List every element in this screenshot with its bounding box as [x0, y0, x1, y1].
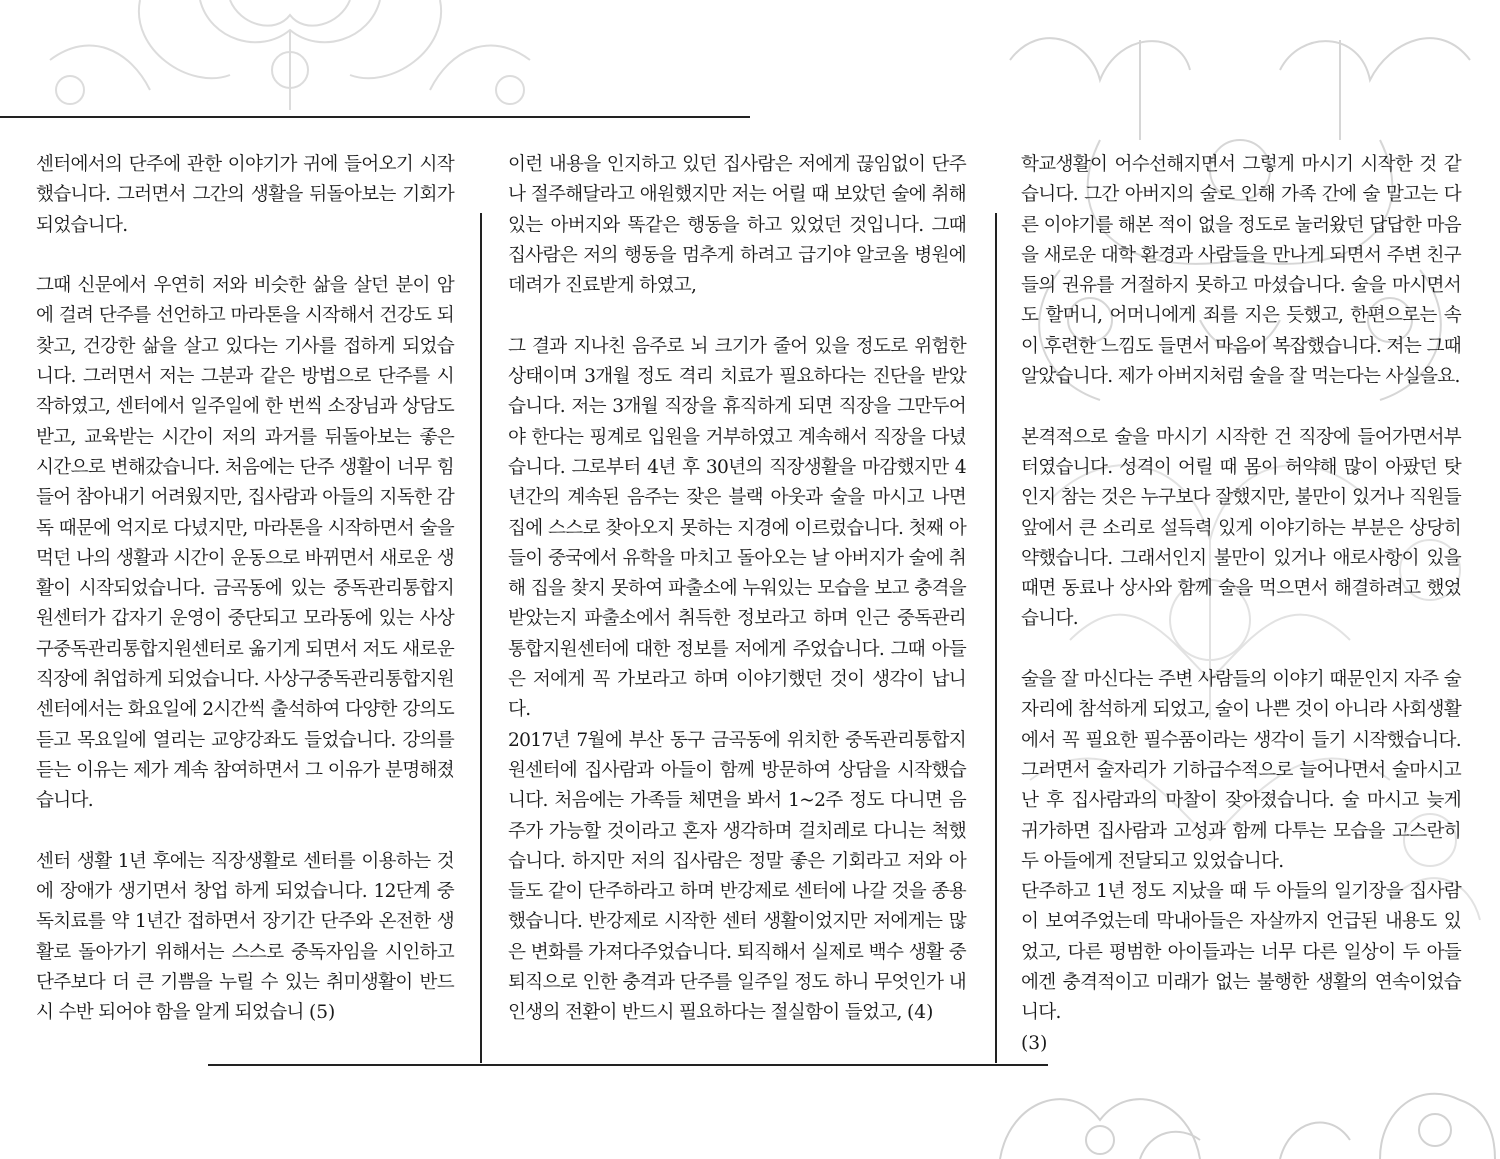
column-divider-2 — [995, 213, 997, 1063]
paragraph-text: 2017년 7월에 부산 동구 금곡동에 위치한 중독관리통합지원센터에 집사람과 아들이 함께 방문하여 상담을 시작했습니다. 처음에는 가족들 체면을 봐서 1~2주 정도 다니면 음주가 가능할 것이라고 혼자 생각하며 걸치레로 다니는 척했습니다. 하지만 저의 집사람은 정말 좋은 기회라고 저와 아들도 같이 단주하라고 하며 반강제로 센터에 나갈 것을 종용했습니다. 반강제로 시작한 센터 생활이었지만 저에게는 많은 변화를 가져다주었습니다. 퇴직해서 실제로 백수 생활 중 퇴직으로 인한 충격과 단주를 일주일 정도 하니 무엇인가 내 인생의 전환이 반드시 필요하다는 절실함이 들었고, — [508, 729, 966, 1024]
paragraph: 본격적으로 술을 마시기 시작한 건 직장에 들어가면서부터였습니다. 성격이 어릴 때 몸이 허약해 많이 아팠던 탓인지 참는 것은 누구보다 잘했지만, 불만이 있거나 직원들 앞에서 큰 소리로 설득력 있게 이야기하는 부분은 상당히 약했습니다. 그래서인지 불만이 있거나 애로사항이 있을 때면 동료나 상사와 함께 술을 먹으면서 해결하려고 했었습니다. — [1021, 426, 1461, 630]
column-page-5 — [36, 150, 454, 1029]
paragraph: 센터에서의 단주에 관한 이야기가 귀에 들어오기 시작했습니다. 그러면서 그간의 생활을 뒤돌아보는 기회가 되었습니다. — [36, 154, 454, 236]
paragraph — [508, 726, 966, 1029]
column-divider-1 — [480, 213, 482, 1063]
page-number: (3) — [1021, 1032, 1048, 1054]
column-page-4 — [508, 150, 966, 1029]
paragraph: 그때 신문에서 우연히 저와 비슷한 삶을 살던 분이 암에 걸려 단주를 선언하고 마라톤을 시작해서 건강도 되찾고, 건강한 삶을 살고 있다는 기사를 접하게 되었습니다. 그러면서 저는 그분과 같은 방법으로 단주를 시작하였고, 센터에서 일주일에 한 번씩 소장님과 상담도 받고, 교육받는 시간이 저의 과거를 뒤돌아보는 좋은 시간으로 변해갔습니다. 처음에는 단주 생활이 너무 힘들어 참아내기 어려웠지만, 집사람과 아들의 지독한 감독 때문에 억지로 다녔지만, 마라톤을 시작하면서 술을 먹던 나의 생활과 시간이 운동으로 바뀌면서 새로운 생활이 시작되었습니다. 금곡동에 있는 중독관리통합지원센터가 갑자기 운영이 중단되고 모라동에 있는 사상구중독관리통합지원센터로 옮기게 되면서 저도 새로운 직장에 취업하게 되었습니다. 사상구중독관리통합지원센터에서는 화요일에 2시간씩 출석하여 다양한 강의도 듣고 목요일에 열리는 교양강좌도 들었습니다. 강의를 듣는 이유는 제가 계속 참여하면서 그 이유가 분명해졌습니다. — [36, 275, 454, 812]
ornament-top-left — [30, 0, 550, 115]
paragraph: 그 결과 지나친 음주로 뇌 크기가 줄어 있을 정도로 위험한 상태이며 3개월 정도 격리 치료가 필요하다는 진단을 받았습니다. 저는 3개월 직장을 휴직하게 되면 직장을 그만두어야 한다는 핑계로 입원을 거부하였고 계속해서 직장을 다녔습니다. 그로부터 4년 후 30년의 직장생활을 마감했지만 4년간의 계속된 음주는 잦은 블랙 아웃과 술을 마시고 나면 집에 스스로 찾아오지 못하는 지경에 이르렀습니다. 첫째 아들이 중국에서 유학을 마치고 돌아오는 날 아버지가 술에 취해 집을 찾지 못하여 파출소에 누워있는 모습을 보고 충격을 받았는지 파출소에서 취득한 정보라고 하며 인근 중독관리통합지원센터에 대한 정보를 저에게 주었습니다. 그때 아들은 저에게 꼭 가보라고 하며 이야기했던 것이 생각이 납니다. — [508, 335, 966, 721]
paragraph: 단주하고 1년 정도 지났을 때 두 아들의 일기장을 집사람이 보여주었는데 막내아들은 자살까지 언급된 내용도 있었고, 다른 평범한 아이들과는 너무 다른 일상이 두 아들에겐 충격적이고 미래가 없는 불행한 생활의 연속이었습니다. — [1021, 881, 1461, 1024]
paragraph: 술을 잘 마신다는 주변 사람들의 이야기 때문인지 자주 술자리에 참석하게 되었고, 술이 나쁜 것이 아니라 사회생활에서 꼭 필요한 필수품이라는 생각이 들기 시작했습니다. 그러면서 술자리가 기하급수적으로 늘어나면서 술마시고 난 후 집사람과의 마찰이 잦아졌습니다. 술 마시고 늦게 귀가하면 집사람과 고성과 함께 다투는 모습을 고스란히 두 아들에게 전달되고 있었습니다. — [1021, 669, 1461, 872]
paragraph: 학교생활이 어수선해지면서 그렇게 마시기 시작한 것 같습니다. 그간 아버지의 술로 인해 가족 간에 술 말고는 다른 이야기를 해본 적이 없을 정도로 눌러왔던 답답한 마음을 새로운 대학 환경과 사람들을 만나게 되면서 주변 친구들의 권유를 거절하지 못하고 마셨습니다. 술을 마시면서도 할머니, 어머니에게 죄를 지은 듯했고, 한편으로는 속이 후련한 느낌도 들면서 마음이 복잡했습니다. 저는 그때 알았습니다. 제가 아버지처럼 술을 잘 먹는다는 사실을요. — [1021, 154, 1461, 388]
paragraph — [36, 847, 454, 1029]
paragraph: 이런 내용을 인지하고 있던 집사람은 저에게 끊임없이 단주나 절주해달라고 애원했지만 저는 어릴 때 보았던 술에 취해 있는 아버지와 똑같은 행동을 하고 있었던 것입니다. 그때 집사람은 저의 행동을 멈추게 하려고 급기야 알코올 병원에 데려가 진료받게 하였고, — [508, 154, 966, 297]
column-page-3 — [1021, 150, 1461, 1059]
paragraph-text: 센터 생활 1년 후에는 직장생활로 센터를 이용하는 것에 장애가 생기면서 창업 하게 되었습니다. 12단계 중독치료를 약 1년간 접하면서 장기간 단주와 온전한 생활로 돌아가기 위해서는 스스로 중독자임을 시인하고 단주보다 더 큰 기쁨을 누릴 수 있는 취미생활이 반드시 수반 되어야 함을 알게 되었습니 — [36, 850, 454, 1024]
page-number: (5) — [308, 1002, 336, 1024]
top-horizontal-rule — [0, 116, 750, 118]
bottom-horizontal-rule — [208, 1064, 1048, 1066]
page-number: (4) — [906, 1002, 934, 1024]
